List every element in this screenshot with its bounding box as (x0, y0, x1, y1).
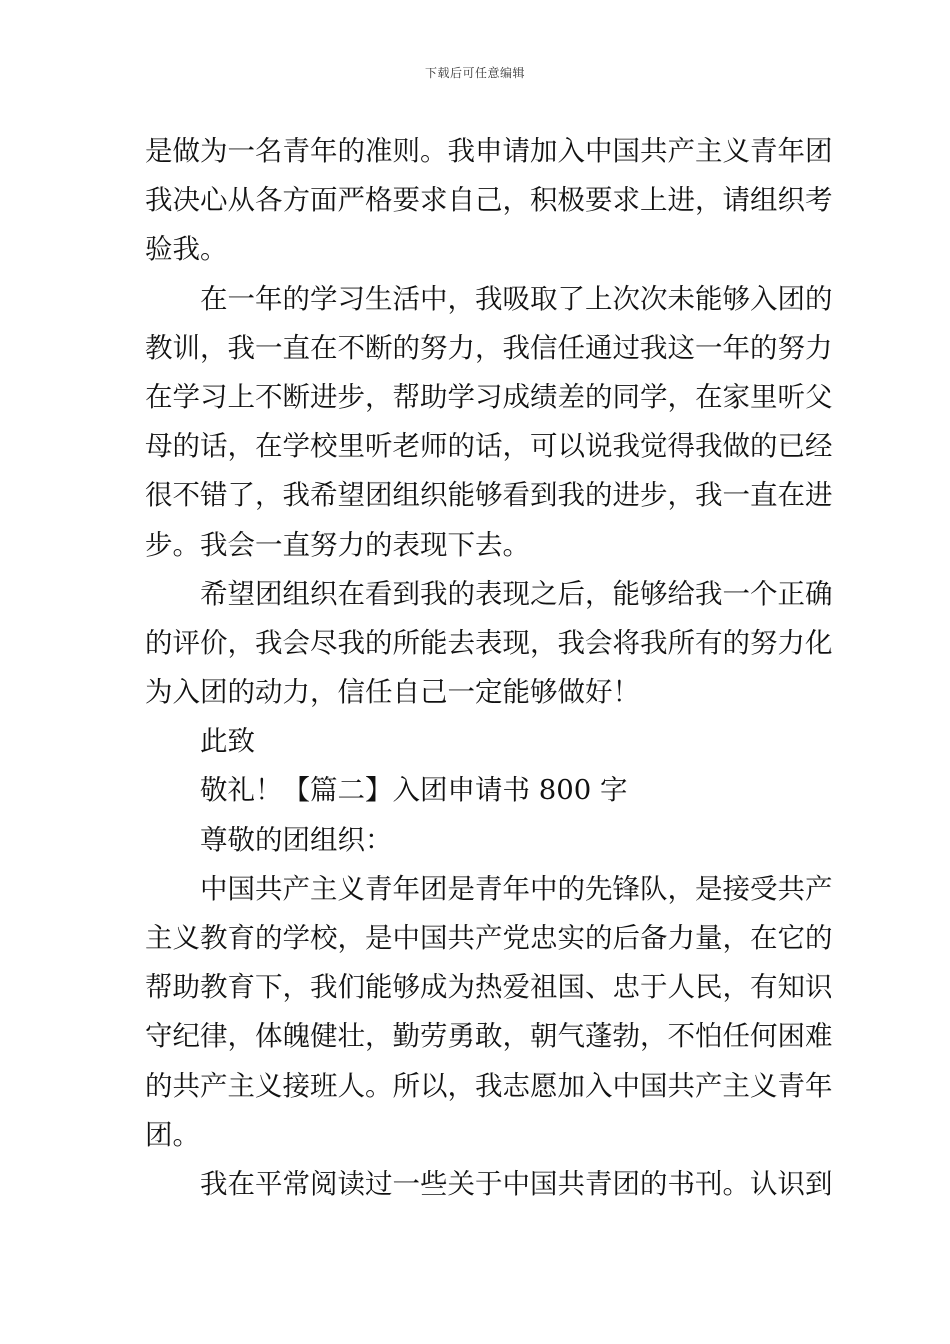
text-line: 是做为一名青年的准则。我申请加入中国共产主义青年团 (145, 135, 833, 167)
text-line: 我决心从各方面严格要求自己，积极要求上进，请组织考 (145, 184, 833, 217)
page-header: 下载后可任意编辑 (424, 66, 525, 80)
paragraph-first-line: 我在平常阅读过一些关于中国共青团的书刊。认识到 (200, 1167, 833, 1200)
greeting-line: 尊敬的团组织： (200, 823, 393, 856)
text-line: 很不错了，我希望团组织能够看到我的进步，我一直在进 (145, 479, 833, 512)
text-line: 主义教育的学校，是中国共产党忠实的后备力量，在它的 (145, 922, 833, 954)
text-line: 在学习上不断进步，帮助学习成绩差的同学，在家里听父 (145, 380, 833, 413)
paragraph-first-line: 在一年的学习生活中，我吸取了上次次未能够入团的 (200, 282, 833, 315)
document-body (145, 127, 833, 1209)
paragraph-first-line: 希望团组织在看到我的表现之后，能够给我一个正确 (200, 577, 833, 610)
text-line: 教训，我一直在不断的努力，我信任通过我这一年的努力 (145, 331, 833, 364)
section-heading: 敬礼！【篇二】入团申请书 800 字 (200, 774, 628, 807)
text-line: 的评价，我会尽我的所能去表现，我会将我所有的努力化 (145, 626, 833, 659)
text-line: 团。 (145, 1118, 200, 1151)
text-line: 守纪律，体魄健壮，勤劳勇敢，朝气蓬勃，不怕任何困难 (145, 1020, 833, 1053)
text-line: 验我。 (145, 233, 228, 266)
text-line: 帮助教育下，我们能够成为热爱祖国、忠于人民，有知识 (145, 971, 833, 1004)
paragraph-first-line: 中国共产主义青年团是青年中的先锋队，是接受共产 (200, 872, 833, 905)
text-line: 为入团的动力，信任自己一定能够做好！ (145, 676, 640, 709)
text-line: 母的话，在学校里听老师的话，可以说我觉得我做的已经 (145, 430, 833, 463)
text-line: 的共产主义接班人。所以，我志愿加入中国共产主义青年 (145, 1069, 833, 1102)
text-line: 步。我会一直努力的表现下去。 (145, 528, 530, 561)
closing-salutation: 此致 (200, 725, 255, 758)
